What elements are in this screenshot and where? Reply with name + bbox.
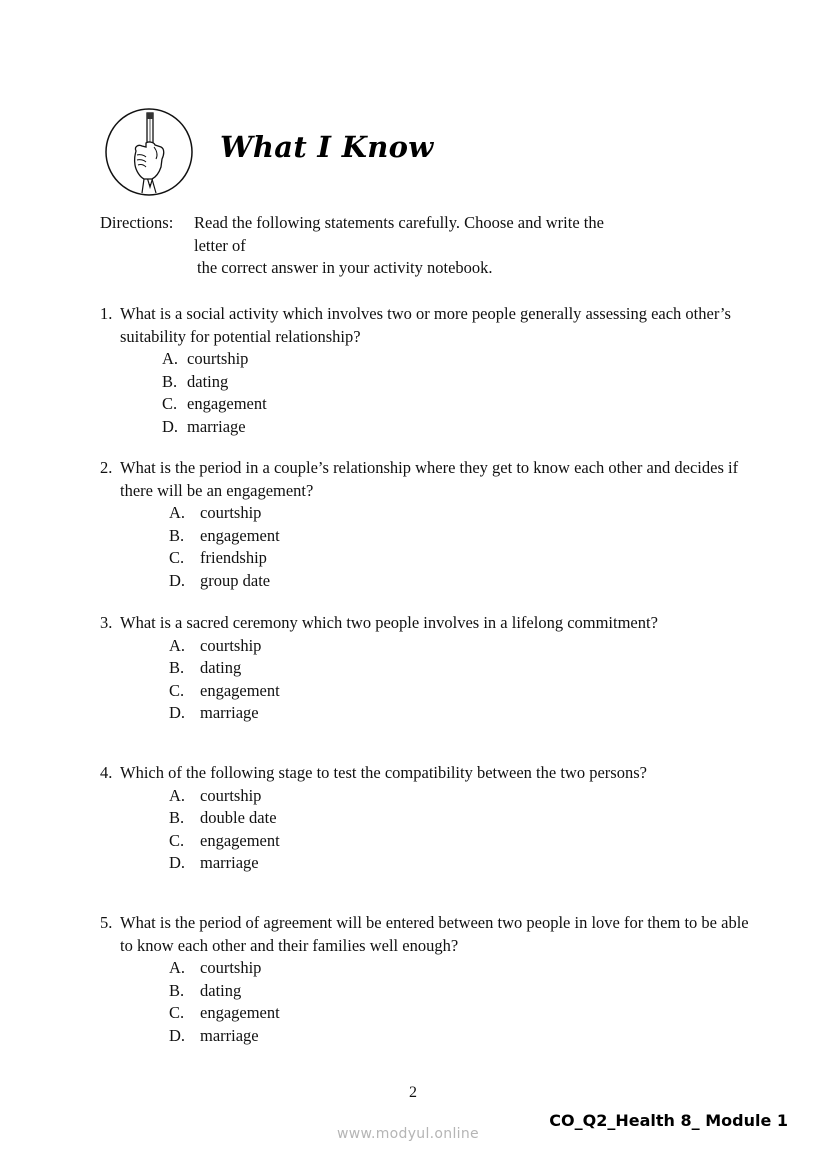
directions-label: Directions: — [100, 213, 174, 232]
directions-text-line-1: Read the following statements carefully. Choose and write the — [194, 213, 604, 232]
directions-text-line-3: the correct answer in your activity notebook. — [197, 258, 493, 277]
question-5 — [100, 912, 750, 1047]
question-4 — [100, 762, 740, 875]
option-d: D. marriage — [169, 1025, 259, 1045]
option-a: A. courtship — [169, 958, 262, 977]
question-number: 4. — [100, 763, 113, 782]
option-b: B. double date — [169, 808, 277, 827]
question-text: Which of the following stage to test the compatibility between the two persons? — [120, 763, 647, 782]
question-text: What is a social activity which involves two or more people generally assessing each other’s suitability for potential relationship? — [120, 304, 731, 346]
option-a: A. courtship — [169, 785, 262, 805]
options-list — [100, 785, 740, 875]
question-1 — [100, 303, 740, 438]
options-list — [100, 502, 750, 592]
module-code: CO_Q2_Health 8_ Module 1 — [549, 1111, 788, 1130]
question-number: 1. — [100, 304, 113, 323]
directions-text-line-2: letter of — [194, 235, 246, 255]
option-d: D. marriage — [169, 853, 259, 872]
option-a: A. courtship — [162, 349, 249, 368]
options-list — [100, 635, 740, 725]
option-c: C. engagement — [169, 1003, 280, 1022]
watermark: www.modyul.online — [337, 1126, 479, 1142]
question-number: 2. — [100, 458, 113, 477]
options-list — [100, 348, 740, 438]
option-d: D. marriage — [169, 703, 259, 722]
section-header — [104, 106, 434, 198]
option-b: B. dating — [169, 658, 242, 677]
question-3 — [100, 612, 740, 725]
page-title: What I Know — [220, 130, 434, 164]
question-number: 5. — [100, 913, 113, 932]
option-c: C. engagement — [169, 680, 280, 700]
option-d: D. marriage — [162, 416, 246, 436]
option-c: C. friendship — [169, 548, 267, 567]
question-2 — [100, 457, 750, 592]
option-b: B. engagement — [169, 525, 280, 545]
option-c: C. engagement — [162, 394, 267, 413]
option-a: A. courtship — [169, 503, 262, 522]
option-c: C. engagement — [169, 830, 280, 850]
page-number: 2 — [409, 1084, 417, 1101]
question-text: What is a sacred ceremony which two people involves in a lifelong commitment? — [120, 613, 658, 632]
hand-holding-pencil-icon — [104, 107, 194, 197]
question-text: What is the period of agreement will be entered between two people in love for them to be able to know each other and their families well enough? — [120, 913, 749, 955]
option-b: B. dating — [162, 371, 229, 391]
option-b: B. dating — [169, 980, 242, 1000]
option-a: A. courtship — [169, 635, 262, 655]
option-d: D. group date — [169, 570, 271, 590]
directions — [100, 212, 740, 280]
options-list — [100, 957, 750, 1047]
question-text: What is the period in a couple’s relationship where they get to know each other and decides if there will be an engagement? — [120, 458, 739, 500]
question-number: 3. — [100, 613, 113, 632]
